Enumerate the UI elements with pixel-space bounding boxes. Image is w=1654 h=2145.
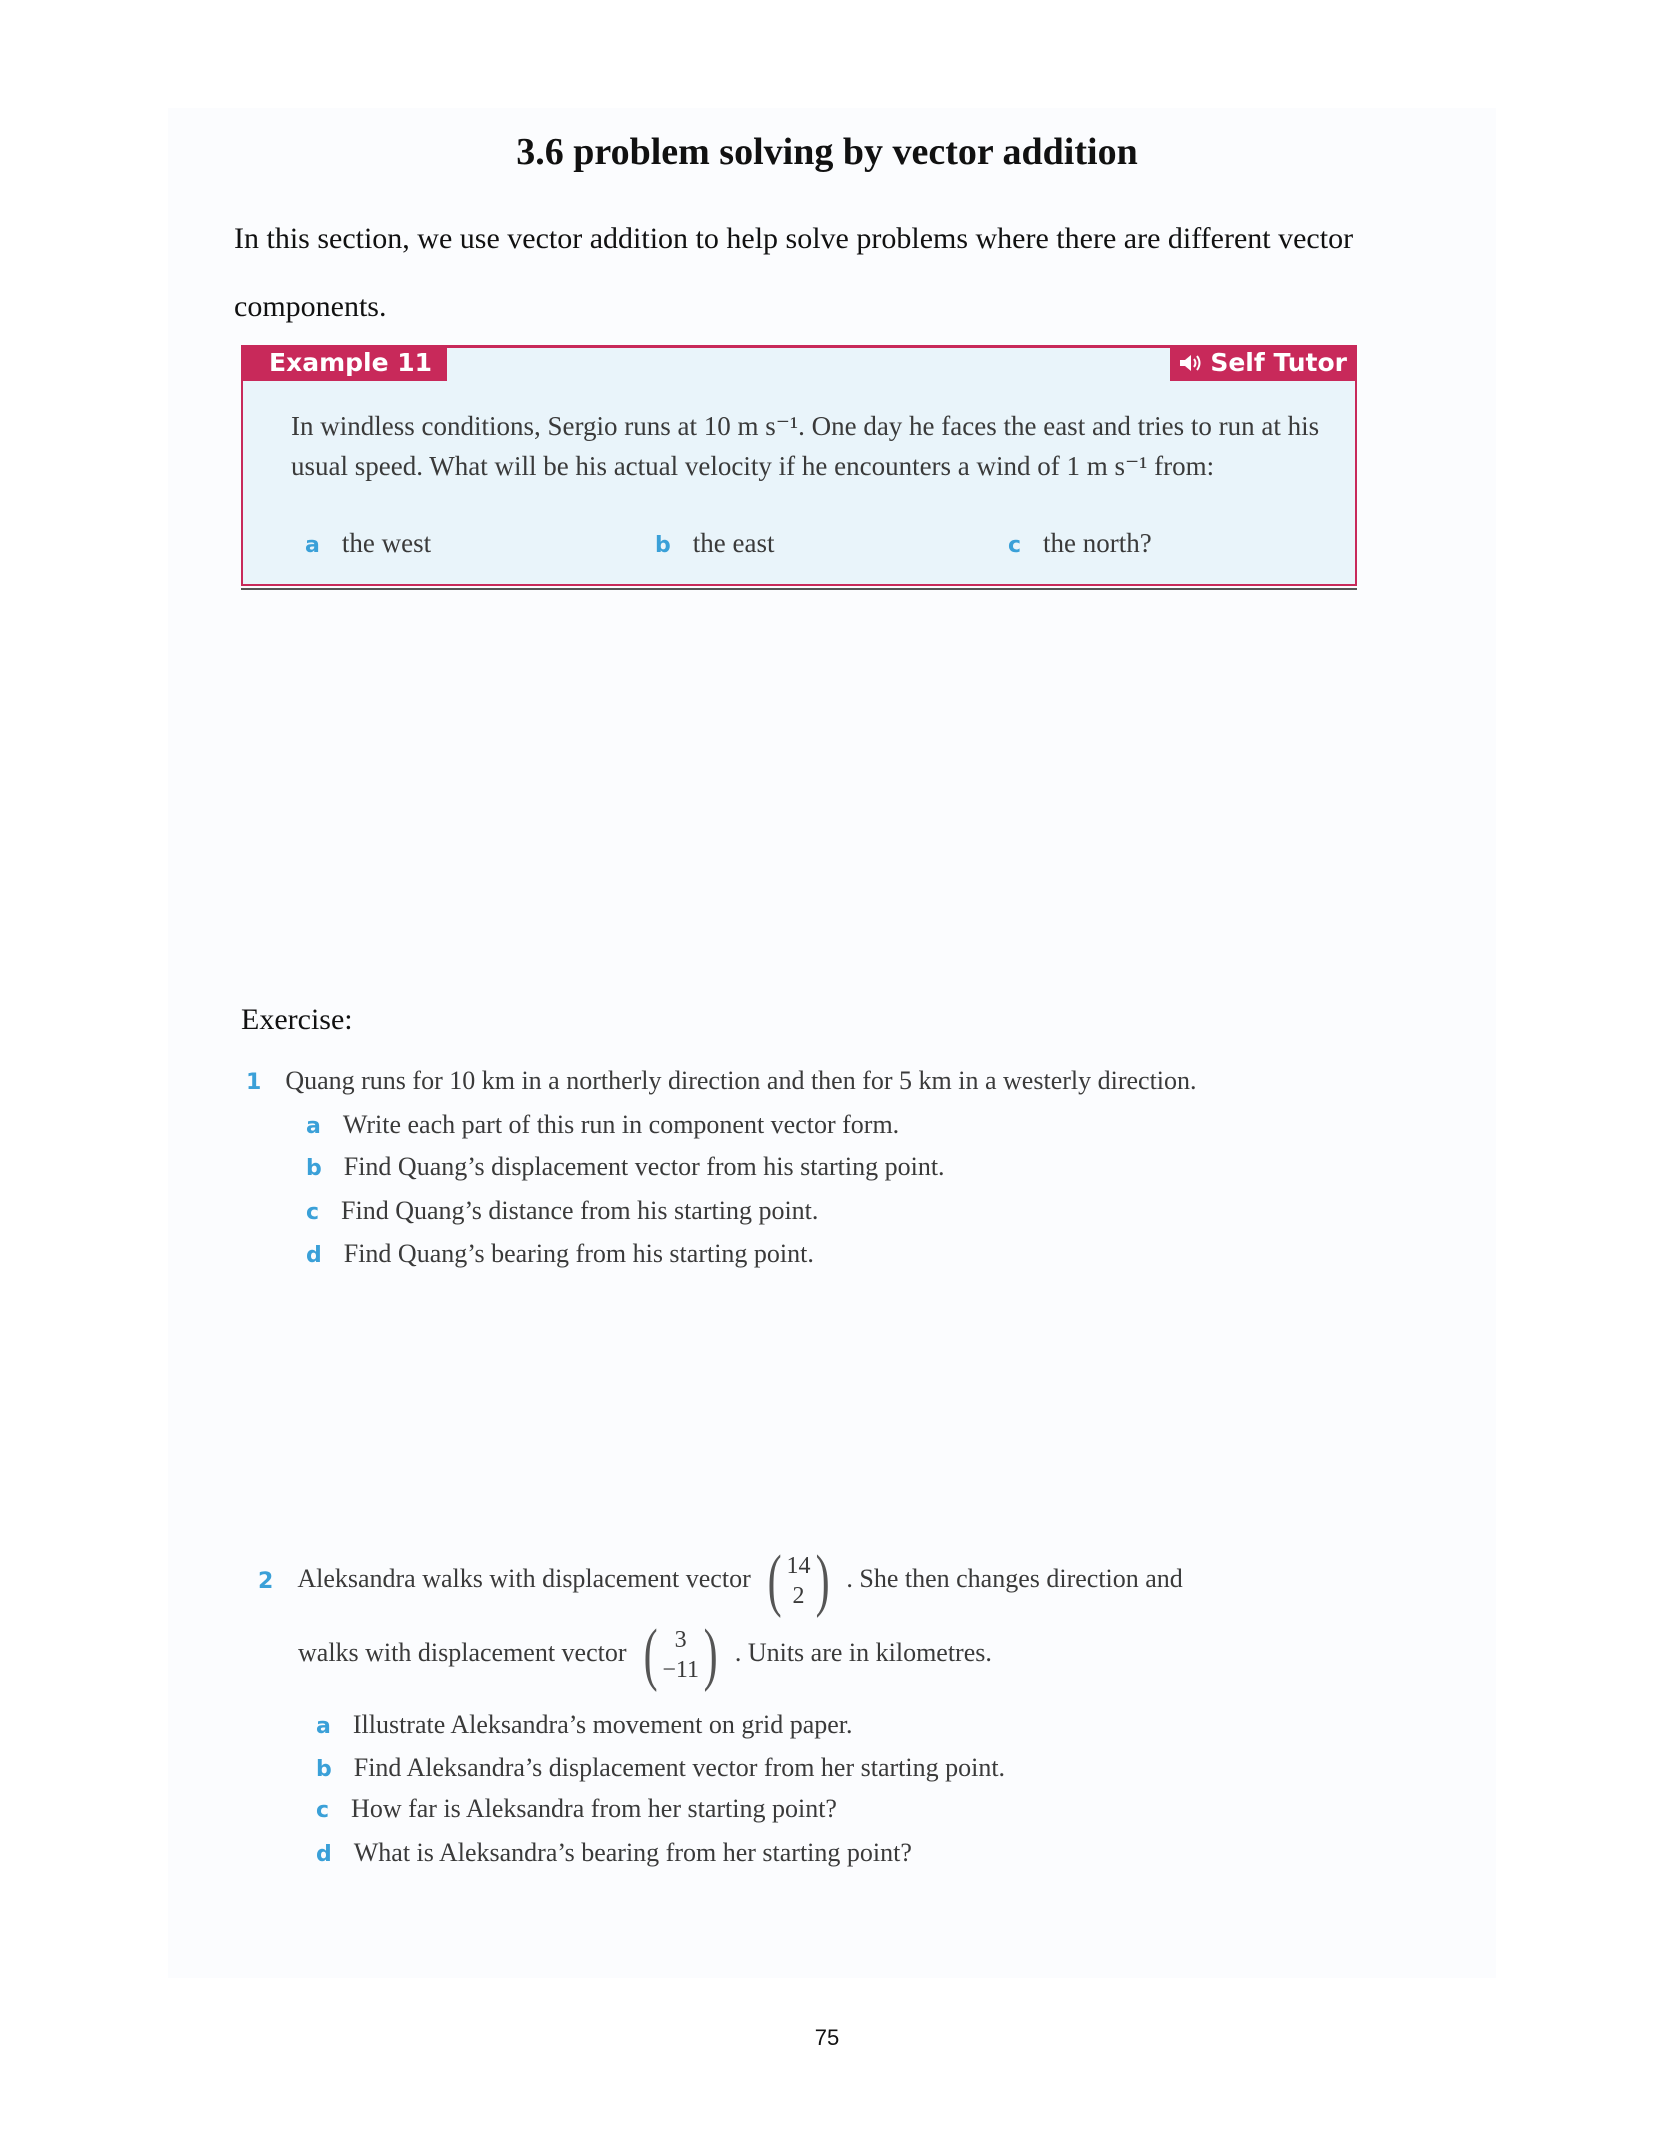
question-text: Quang runs for 10 km in a northerly direction and then for 5 km in a westerly direction. (285, 1066, 1197, 1095)
q2-stem-a: Aleksandra walks with displacement vector (297, 1563, 751, 1593)
question-2-stem-line-2 (298, 1616, 992, 1693)
speaker-icon (1178, 352, 1204, 374)
exercise-heading: Exercise: (241, 1003, 353, 1036)
vector-2-bottom: −11 (662, 1657, 699, 1683)
vector-1-top: 14 (786, 1553, 811, 1579)
part-letter: c (306, 1200, 320, 1225)
vector-1-bottom: 2 (792, 1583, 805, 1609)
q2-part-c (316, 1794, 837, 1824)
q2-part-b (316, 1753, 1005, 1783)
option-text: the east (692, 528, 775, 558)
part-letter: d (306, 1243, 322, 1268)
part-text: Illustrate Aleksandra’s movement on grid paper. (352, 1710, 853, 1739)
part-letter: d (316, 1842, 332, 1867)
part-letter: b (306, 1156, 322, 1181)
q2-stem-b: . She then changes direction and (846, 1563, 1183, 1593)
option-text: the west (341, 528, 432, 558)
self-tutor-label: Self Tutor (1210, 348, 1347, 377)
question-number: 2 (258, 1568, 274, 1594)
part-text: Find Quang’s distance from his starting point. (341, 1196, 819, 1225)
part-letter: a (316, 1714, 331, 1739)
q2-stem-c: walks with displacement vector (298, 1637, 627, 1667)
page-number: 75 (814, 2025, 840, 2050)
q1-part-d (306, 1239, 814, 1269)
q1-part-b (306, 1152, 945, 1182)
vector-1: ( 14 2 ) (767, 1542, 830, 1619)
question-text (297, 1542, 1183, 1619)
q2-part-a (316, 1710, 853, 1740)
part-letter: c (316, 1798, 330, 1823)
question-1-stem (246, 1066, 1197, 1096)
example-text: In windless conditions, Sergio runs at 10 m s⁻¹. One day he faces the east and tries to run at his usual speed. What will be his actual velocity if he encounters a wind of 1 m s⁻¹ from: (291, 411, 1320, 481)
part-text: Find Aleksandra’s displacement vector from her starting point. (353, 1753, 1006, 1782)
q2-stem-d: . Units are in kilometres. (734, 1637, 992, 1667)
q2-part-d (316, 1838, 912, 1868)
part-text: What is Aleksandra’s bearing from her starting point? (353, 1838, 912, 1867)
self-tutor-button[interactable] (1170, 345, 1357, 381)
intro-paragraph: In this section, we use vector addition to help solve problems where there are different vector components. (234, 222, 1354, 323)
example-label: Example 11 (241, 345, 447, 381)
example-option-b (655, 528, 774, 559)
question-text (298, 1616, 992, 1693)
vector-2: ( 3 −11 ) (643, 1616, 718, 1693)
q1-part-a (306, 1110, 899, 1140)
part-text: Find Quang’s displacement vector from his starting point. (343, 1152, 945, 1181)
question-number: 1 (246, 1070, 262, 1095)
part-text: Write each part of this run in component vector form. (342, 1110, 900, 1139)
example-box (241, 345, 1357, 586)
option-letter: a (305, 533, 320, 558)
example-option-a (305, 528, 431, 559)
section-title: 3.6 problem solving by vector addition (516, 131, 1138, 173)
part-letter: a (306, 1114, 321, 1139)
part-text: How far is Aleksandra from her starting point? (351, 1794, 837, 1823)
option-letter: c (1008, 533, 1022, 558)
q1-part-c (306, 1196, 818, 1226)
option-text: the north? (1043, 528, 1152, 558)
vector-2-top: 3 (674, 1627, 687, 1653)
question-2-stem-line-1 (258, 1542, 1183, 1619)
example-option-c (1008, 528, 1152, 559)
part-text: Find Quang’s bearing from his starting point. (343, 1239, 814, 1268)
option-letter: b (655, 533, 671, 558)
example-bottom-rule (241, 588, 1357, 590)
part-letter: b (316, 1757, 332, 1782)
